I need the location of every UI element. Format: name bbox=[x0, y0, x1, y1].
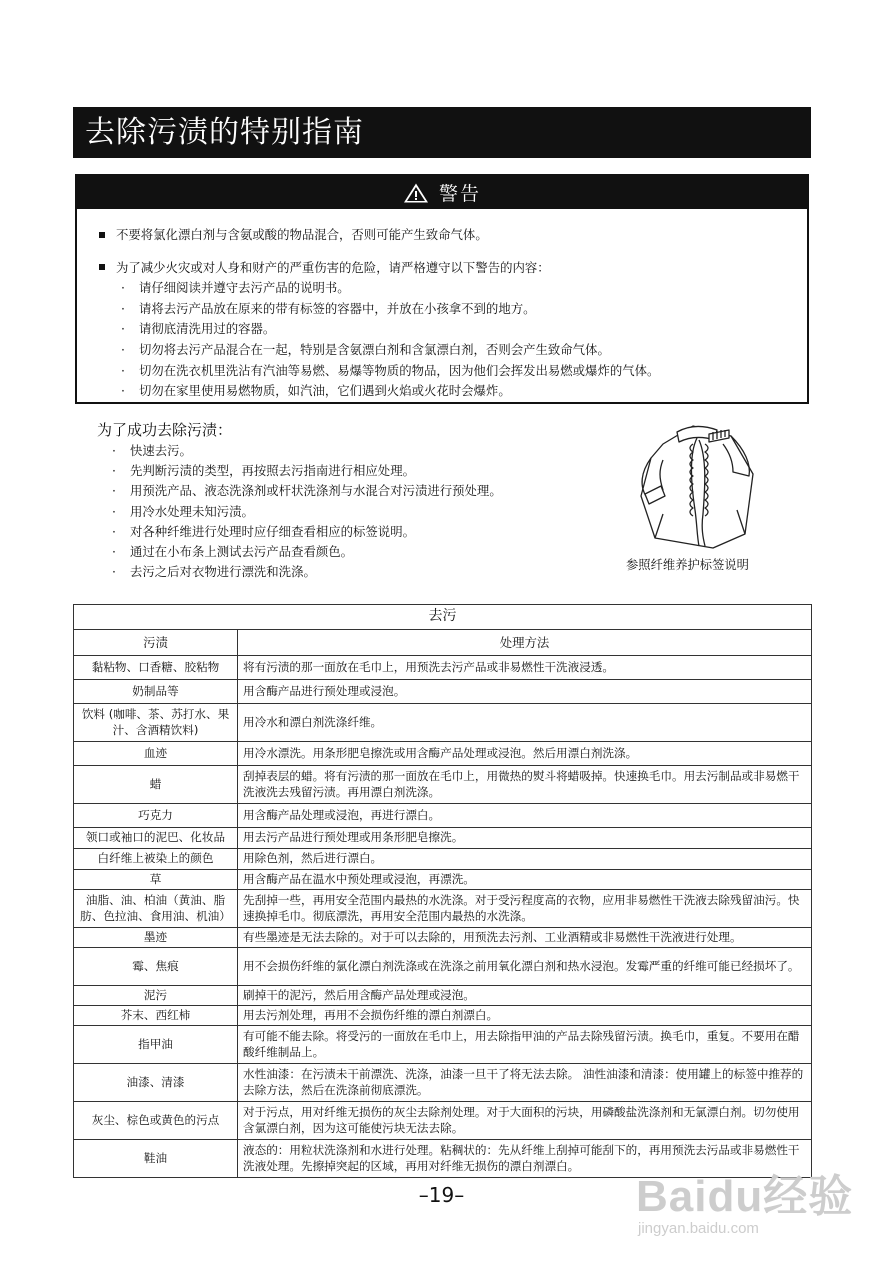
table-row bbox=[74, 742, 812, 766]
method-cell: 用去污产品进行预处理或用条形肥皂擦洗。 bbox=[238, 828, 812, 849]
stain-cell: 领口或袖口的泥巴、化妆品 bbox=[74, 828, 238, 849]
stain-cell: 泥污 bbox=[74, 986, 238, 1006]
illustration-caption: 参照纤维养护标签说明 bbox=[626, 558, 749, 572]
method-cell: 刮掉表层的蜡。将有污渍的那一面放在毛巾上，用微热的熨斗将蜡吸掉。快速换毛巾。用去污制品或非易燃干洗液洗去残留污渍。再用漂白剂洗涤。 bbox=[238, 766, 812, 804]
stain-cell: 黏粘物、口香糖、胶粘物 bbox=[74, 656, 238, 680]
warning-item: 为了减少火灾或对人身和财产的严重伤害的危险，请严格遵守以下警告的内容： bbox=[116, 259, 550, 275]
stain-cell: 油漆、清漆 bbox=[74, 1064, 238, 1102]
method-cell: 用冷水和漂白剂洗涤纤维。 bbox=[238, 704, 812, 742]
stain-cell: 草 bbox=[74, 870, 238, 890]
method-cell: 先刮掉一些，再用安全范围内最热的水洗涤。对于受污程度高的衣物，应用非易燃性干洗液去除残留油污。快速换掉毛巾。彻底漂洗，再用安全范围内最热的水洗涤。 bbox=[238, 890, 812, 928]
success-item: 用预洗产品、液态洗涤剂或杆状洗涤剂与水混合对污渍进行预处理。 bbox=[130, 483, 502, 499]
table-row bbox=[74, 828, 812, 849]
success-item: 去污之后对衣物进行漂洗和洗涤。 bbox=[130, 564, 316, 580]
stain-cell: 油脂、油、柏油（黄油、脂肪、色拉油、食用油、机油） bbox=[74, 890, 238, 928]
warning-subitem: 切勿将去污产品混合在一起，特别是含氨漂白剂和含氯漂白剂，否则会产生致命气体。 bbox=[139, 341, 610, 357]
method-cell: 水性油漆：在污渍未干前漂洗、洗涤，油漆一旦干了将无法去除。 油性油漆和清漆：使用罐上的标签中推荐的去除方法，然后在洗涤前彻底漂洗。 bbox=[238, 1064, 812, 1102]
success-item: 先判断污渍的类型，再按照去污指南进行相应处理。 bbox=[130, 463, 415, 479]
table-row bbox=[74, 870, 812, 890]
warning-subitem: 请将去污产品放在原来的带有标签的容器中，并放在小孩拿不到的地方。 bbox=[139, 300, 536, 316]
warning-subitem: 切勿在洗衣机里洗沾有汽油等易燃、易爆等物质的物品，因为他们会挥发出易燃或爆炸的气体。 bbox=[139, 362, 660, 378]
warning-box bbox=[75, 174, 809, 404]
table-row bbox=[74, 680, 812, 704]
watermark bbox=[636, 1150, 854, 1250]
method-cell: 有些墨迹是无法去除的。对于可以去除的，用预洗去污剂、工业酒精或非易燃性干洗液进行处理。 bbox=[238, 928, 812, 948]
warning-body: 不要将氯化漂白剂与含氨或酸的物品混合，否则可能产生致命气体。 为了减少火灾或对人身和财产的严重伤害的危险，请严格遵守以下警告的内容： · 请仔细阅读并遵守去污产品的说明书。 · 请将去污产品放在原来的带有标签的容器中，并放在小孩拿不到的地方。 · 请彻底清洗用过的容器。 · 切勿将去污产品混合在一起，特别是含氨漂白剂和含氯漂白剂，否则会产生致命气体。 · 切勿在洗衣机里洗沾有汽油等易燃、易爆等物质的物品，因为他们会挥发出易燃或爆炸的气体。 · 切勿在家里使用易燃物质，如汽油，它们遇到火焰或火花时会爆炸。 bbox=[77, 209, 807, 402]
method-cell: 用冷水漂洗。用条形肥皂擦洗或用含酶产品处理或浸泡。然后用漂白剂洗涤。 bbox=[238, 742, 812, 766]
method-cell: 刷掉干的泥污，然后用含酶产品处理或浸泡。 bbox=[238, 986, 812, 1006]
table-row bbox=[74, 1006, 812, 1026]
stain-cell: 奶制品等 bbox=[74, 680, 238, 704]
watermark-url: jingyan.baidu.com bbox=[638, 1220, 759, 1237]
warning-subitem: 请仔细阅读并遵守去污产品的说明书。 bbox=[139, 280, 350, 296]
method-cell: 对于污点，用对纤维无损伤的灰尘去除剂处理。对于大面积的污块，用磷酸盐洗涤剂和无氯漂白剂。切勿使用含氯漂白剂，因为这可能使污块无法去除。 bbox=[238, 1102, 812, 1140]
table-caption: 去污 bbox=[74, 605, 812, 630]
square-bullet-icon bbox=[99, 264, 105, 270]
square-bullet-icon bbox=[99, 232, 105, 238]
stain-cell: 饮料 (咖啡、茶、苏打水、果汁、含酒精饮料) bbox=[74, 704, 238, 742]
table-row bbox=[74, 948, 812, 986]
method-cell: 用含酶产品处理或浸泡，再进行漂白。 bbox=[238, 804, 812, 828]
stain-removal-table bbox=[73, 604, 812, 1178]
method-cell: 用去污剂处理，再用不会损伤纤维的漂白剂漂白。 bbox=[238, 1006, 812, 1026]
success-item: 对各种纤维进行处理时应仔细查看相应的标签说明。 bbox=[130, 523, 415, 539]
stain-cell: 鞋油 bbox=[74, 1140, 238, 1178]
method-cell: 有可能不能去除。将受污的一面放在毛巾上，用去除指甲油的产品去除残留污渍。换毛巾，重复。不要用在醋酸纤维制品上。 bbox=[238, 1026, 812, 1064]
table-row bbox=[74, 656, 812, 680]
method-cell: 将有污渍的那一面放在毛巾上，用预洗去污产品或非易燃性干洗液浸透。 bbox=[238, 656, 812, 680]
stain-cell: 白纤维上被染上的颜色 bbox=[74, 849, 238, 870]
table-row bbox=[74, 1102, 812, 1140]
table-row bbox=[74, 890, 812, 928]
warning-triangle-icon bbox=[403, 182, 429, 204]
success-item: 用冷水处理未知污渍。 bbox=[130, 503, 254, 519]
method-cell: 用除色剂，然后进行漂白。 bbox=[238, 849, 812, 870]
stain-cell: 灰尘、棕色或黄色的污点 bbox=[74, 1102, 238, 1140]
warning-subitem: 切勿在家里使用易燃物质，如汽油，它们遇到火焰或火花时会爆炸。 bbox=[139, 383, 511, 399]
column-header-method: 处理方法 bbox=[238, 630, 812, 656]
table-row bbox=[74, 804, 812, 828]
stain-cell: 墨迹 bbox=[74, 928, 238, 948]
success-title: 为了成功去除污渍： bbox=[97, 421, 233, 439]
warning-item: 不要将氯化漂白剂与含氨或酸的物品混合，否则可能产生致命气体。 bbox=[116, 227, 488, 242]
stain-cell: 蜡 bbox=[74, 766, 238, 804]
watermark-logo: Baidu经验 bbox=[636, 1172, 854, 1221]
stain-cell: 指甲油 bbox=[74, 1026, 238, 1064]
method-cell: 用含酶产品在温水中预处理或浸泡，再漂洗。 bbox=[238, 870, 812, 890]
success-item: 通过在小布条上测试去污产品查看颜色。 bbox=[130, 544, 354, 560]
stain-cell: 霉、焦痕 bbox=[74, 948, 238, 986]
method-cell: 用含酶产品进行预处理或浸泡。 bbox=[238, 680, 812, 704]
warning-header bbox=[77, 176, 807, 209]
table-row bbox=[74, 704, 812, 742]
stain-cell: 芥末、西红柿 bbox=[74, 1006, 238, 1026]
folded-shirt-illustration bbox=[633, 414, 759, 550]
method-cell: 用不会损伤纤维的氯化漂白剂洗涤或在洗涤之前用氧化漂白剂和热水浸泡。发霉严重的纤维可能已经损坏了。 bbox=[238, 948, 812, 986]
stain-cell: 巧克力 bbox=[74, 804, 238, 828]
table-row bbox=[74, 928, 812, 948]
table-row bbox=[74, 766, 812, 804]
table-row bbox=[74, 849, 812, 870]
warning-subitem: 请彻底清洗用过的容器。 bbox=[139, 321, 276, 337]
warning-label: 警告 bbox=[438, 183, 481, 205]
page-title: 去除污渍的特别指南 bbox=[73, 107, 811, 158]
method-cell: 液态的：用粒状洗涤剂和水进行处理。粘稠状的：先从纤维上刮掉可能刮下的，再用预洗去污品或非易燃性干洗液处理。先擦掉突起的区域，再用对纤维无损伤的漂白剂漂白。 bbox=[238, 1140, 812, 1178]
success-list: · 快速去污。 · 先判断污渍的类型，再按照去污指南进行相应处理。 · 用预洗产品、液态洗涤剂或杆状洗涤剂与水混合对污渍进行预处理。 · 用冷水处理未知污渍。 · 对各种纤维进行处理时应仔细查看相应的标签说明。 · 通过在小布条上测试去污产品查看颜色。 · 去污之后对衣物进行漂洗和洗涤。 bbox=[112, 443, 502, 580]
table-row bbox=[74, 1026, 812, 1064]
success-item: 快速去污。 bbox=[130, 443, 192, 458]
page-number: –19– bbox=[418, 1183, 465, 1207]
table-row bbox=[74, 1064, 812, 1102]
column-header-stain: 污渍 bbox=[74, 630, 238, 656]
stain-cell: 血迹 bbox=[74, 742, 238, 766]
table-row bbox=[74, 986, 812, 1006]
